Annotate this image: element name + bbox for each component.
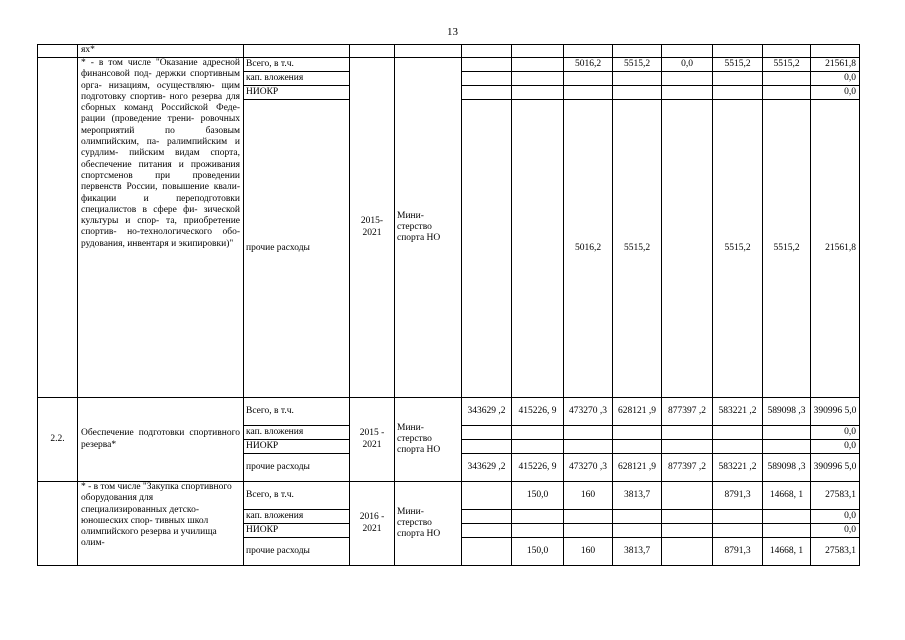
value-cell bbox=[662, 100, 713, 398]
row-description: ях* bbox=[78, 45, 244, 58]
expense-type: НИОКР bbox=[244, 524, 350, 538]
expense-type: кап. вложения bbox=[244, 426, 350, 440]
value-cell bbox=[462, 482, 512, 510]
expense-type: прочие расходы bbox=[244, 454, 350, 482]
value-cell bbox=[564, 86, 613, 100]
value-cell: 0,0 bbox=[662, 58, 713, 72]
value-cell bbox=[763, 440, 811, 454]
page-number: 13 bbox=[447, 26, 458, 38]
value-cell: 0,0 bbox=[811, 440, 860, 454]
value-cell: 3813,7 bbox=[613, 482, 662, 510]
value-cell: 0,0 bbox=[811, 86, 860, 100]
value-cell bbox=[564, 510, 613, 524]
value-cell bbox=[564, 440, 613, 454]
period-cell: 2016 - 2021 bbox=[350, 482, 395, 566]
value-cell: 583221 ,2 bbox=[713, 398, 763, 426]
value-cell bbox=[512, 524, 564, 538]
value-cell: 343629 ,2 bbox=[462, 454, 512, 482]
value-cell: 27583,1 bbox=[811, 538, 860, 566]
value-cell bbox=[662, 426, 713, 440]
value-cell bbox=[462, 426, 512, 440]
expense-type: Всего, в т.ч. bbox=[244, 482, 350, 510]
value-cell bbox=[512, 72, 564, 86]
value-cell: 160 bbox=[564, 538, 613, 566]
executor-cell: Мини- стерство спорта НО bbox=[395, 398, 462, 482]
value-cell: 5515,2 bbox=[613, 58, 662, 72]
value-cell bbox=[564, 72, 613, 86]
value-cell: 5016,2 bbox=[564, 58, 613, 72]
value-cell: 628121 ,9 bbox=[613, 398, 662, 426]
period-cell: 2015 - 2021 bbox=[350, 398, 395, 482]
value-cell bbox=[512, 86, 564, 100]
expense-type: НИОКР bbox=[244, 86, 350, 100]
value-cell: 5515,2 bbox=[713, 100, 763, 398]
value-cell: 21561,8 bbox=[811, 100, 860, 398]
table-row bbox=[38, 482, 860, 510]
value-cell bbox=[763, 524, 811, 538]
value-cell bbox=[713, 440, 763, 454]
value-cell bbox=[512, 100, 564, 398]
value-cell: 589098 ,3 bbox=[763, 398, 811, 426]
value-cell bbox=[613, 426, 662, 440]
value-cell: 5515,2 bbox=[763, 100, 811, 398]
value-cell bbox=[713, 510, 763, 524]
value-cell bbox=[713, 524, 763, 538]
value-cell: 14668, 1 bbox=[763, 538, 811, 566]
value-cell bbox=[763, 426, 811, 440]
row-number: 2.2. bbox=[38, 398, 78, 482]
value-cell: 390996 5,0 bbox=[811, 454, 860, 482]
value-cell: 589098 ,3 bbox=[763, 454, 811, 482]
value-cell bbox=[613, 440, 662, 454]
value-cell bbox=[713, 426, 763, 440]
value-cell: 21561,8 bbox=[811, 58, 860, 72]
value-cell: 473270 ,3 bbox=[564, 398, 613, 426]
value-cell: 8791,3 bbox=[713, 538, 763, 566]
value-cell bbox=[713, 86, 763, 100]
row-description: Обеспечение подготовки спортивного резерва* bbox=[78, 398, 244, 482]
value-cell bbox=[564, 524, 613, 538]
value-cell: 628121 ,9 bbox=[613, 454, 662, 482]
period-cell: 2015- 2021 bbox=[350, 58, 395, 398]
value-cell bbox=[512, 58, 564, 72]
value-cell bbox=[564, 426, 613, 440]
value-cell bbox=[512, 426, 564, 440]
value-cell: 5515,2 bbox=[763, 58, 811, 72]
executor-cell: Мини- стерство спорта НО bbox=[395, 58, 462, 398]
value-cell bbox=[763, 72, 811, 86]
value-cell: 150,0 bbox=[512, 482, 564, 510]
value-cell: 160 bbox=[564, 482, 613, 510]
value-cell: 583221 ,2 bbox=[713, 454, 763, 482]
executor-cell: Мини- стерство спорта НО bbox=[395, 482, 462, 566]
value-cell: 3813,7 bbox=[613, 538, 662, 566]
value-cell: 415226, 9 bbox=[512, 454, 564, 482]
value-cell: 415226, 9 bbox=[512, 398, 564, 426]
value-cell bbox=[662, 482, 713, 510]
value-cell: 5515,2 bbox=[613, 100, 662, 398]
expense-type: прочие расходы bbox=[244, 100, 350, 398]
value-cell bbox=[662, 72, 713, 86]
value-cell: 0,0 bbox=[811, 510, 860, 524]
value-cell bbox=[763, 86, 811, 100]
value-cell bbox=[462, 72, 512, 86]
value-cell bbox=[613, 524, 662, 538]
value-cell bbox=[462, 524, 512, 538]
value-cell bbox=[462, 100, 512, 398]
row-description: * - в том числе "Закупка спортивного оборудования для специализированных детско-юношеских спор- тивных школ олимпийского резерва и училища олим- bbox=[78, 482, 244, 566]
expense-type: НИОКР bbox=[244, 440, 350, 454]
value-cell: 0,0 bbox=[811, 72, 860, 86]
value-cell: 5016,2 bbox=[564, 100, 613, 398]
value-cell bbox=[713, 72, 763, 86]
budget-table bbox=[37, 44, 860, 566]
value-cell bbox=[512, 440, 564, 454]
table-row bbox=[38, 398, 860, 426]
table-row bbox=[38, 58, 860, 72]
value-cell: 14668, 1 bbox=[763, 482, 811, 510]
value-cell bbox=[662, 538, 713, 566]
value-cell: 390996 5,0 bbox=[811, 398, 860, 426]
value-cell bbox=[512, 510, 564, 524]
expense-type: кап. вложения bbox=[244, 72, 350, 86]
value-cell: 8791,3 bbox=[713, 482, 763, 510]
value-cell: 877397 ,2 bbox=[662, 454, 713, 482]
value-cell bbox=[462, 440, 512, 454]
row-description: * - в том числе "Оказание адресной финансовой под- держки спортивным орга- низациям, осуществляю- щим подготовку спортив- ного резерва для сборных команд Российской Феде- рации (проведение трени- ровочных мероприятий по базовым олимпийским, па- ралимпийским и сурдлим- пийским видам спорта, обеспечение питания и проживания спортсменов при проведении первенств России, повышение квали- фикации и переподготовки специалистов в сфере фи- зической культуры и спор- та, приобретение спортив- но-технологического обо- рудования, инвентаря и экипировки)" bbox=[78, 58, 244, 398]
value-cell bbox=[662, 440, 713, 454]
expense-type: Всего, в т.ч. bbox=[244, 398, 350, 426]
value-cell bbox=[662, 510, 713, 524]
value-cell: 0,0 bbox=[811, 524, 860, 538]
value-cell bbox=[613, 72, 662, 86]
expense-type: Всего, в т.ч. bbox=[244, 58, 350, 72]
value-cell: 343629 ,2 bbox=[462, 398, 512, 426]
value-cell bbox=[763, 510, 811, 524]
value-cell: 0,0 bbox=[811, 426, 860, 440]
budget-table-container bbox=[37, 44, 859, 566]
value-cell bbox=[462, 510, 512, 524]
value-cell: 473270 ,3 bbox=[564, 454, 613, 482]
value-cell: 5515,2 bbox=[713, 58, 763, 72]
value-cell bbox=[462, 86, 512, 100]
value-cell bbox=[662, 86, 713, 100]
table-row bbox=[38, 45, 860, 58]
expense-type: прочие расходы bbox=[244, 538, 350, 566]
value-cell: 877397 ,2 bbox=[662, 398, 713, 426]
value-cell bbox=[662, 524, 713, 538]
value-cell bbox=[613, 510, 662, 524]
value-cell: 150,0 bbox=[512, 538, 564, 566]
value-cell bbox=[462, 58, 512, 72]
value-cell bbox=[613, 86, 662, 100]
value-cell: 27583,1 bbox=[811, 482, 860, 510]
expense-type: кап. вложения bbox=[244, 510, 350, 524]
value-cell bbox=[462, 538, 512, 566]
